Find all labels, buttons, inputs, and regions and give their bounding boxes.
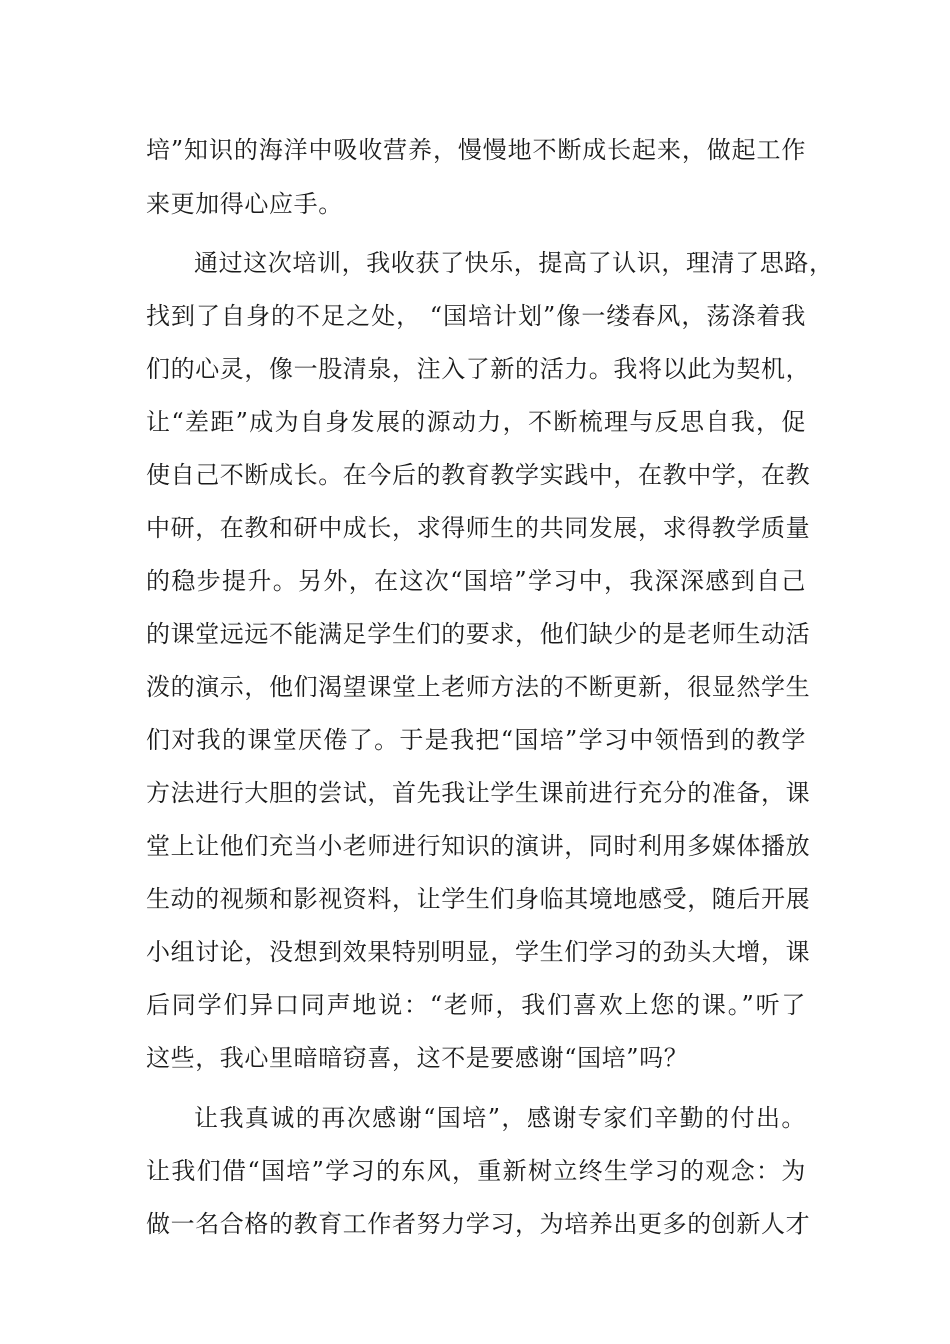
text-line: 们对我的课堂厌倦了。于是我把“国培”学习中领悟到的教学 (146, 726, 806, 754)
text-line: 让我们借“国培”学习的东风，重新树立终生学习的观念：为 (146, 1157, 806, 1185)
text-line: 小组讨论，没想到效果特别明显，学生们学习的劲头大增，课 (146, 938, 811, 966)
text-line: 泼的演示，他们渴望课堂上老师方法的不断更新，很显然学生 (146, 673, 811, 701)
text-line: 让我真诚的再次感谢“国培”，感谢专家们辛勤的付出。 (194, 1104, 806, 1132)
text-line: 来更加得心应手。 (146, 190, 343, 218)
text-line: 的课堂远远不能满足学生们的要求，他们缺少的是老师生动活 (146, 620, 811, 648)
text-line: 通过这次培训，我收获了快乐，提高了认识，理清了思路， (194, 249, 834, 277)
text-line: 的稳步提升。另外，在这次“国培”学习中，我深深感到自己 (146, 567, 806, 595)
text-line: 使自己不断成长。在今后的教育教学实践中，在教中学，在教 (146, 461, 811, 489)
text-line: 培”知识的海洋中吸收营养，慢慢地不断成长起来，做起工作 (146, 136, 806, 164)
text-line: 让“差距”成为自身发展的源动力，不断梳理与反思自我，促 (146, 408, 806, 436)
text-line: 方法进行大胆的尝试，首先我让学生课前进行充分的准备，课 (146, 779, 811, 807)
text-line: 生动的视频和影视资料，让学生们身临其境地感受，随后开展 (146, 885, 811, 913)
text-line: 后同学们异口同声地说：“老师，我们喜欢上您的课。”听了 (146, 991, 806, 1019)
text-line: 们的心灵，像一股清泉，注入了新的活力。我将以此为契机， (146, 355, 811, 383)
text-line: 中研，在教和研中成长，求得师生的共同发展，求得教学质量 (146, 514, 811, 542)
text-line: 堂上让他们充当小老师进行知识的演讲，同时利用多媒体播放 (146, 832, 811, 860)
text-line: 找到了自身的不足之处， “国培计划”像一缕春风，荡涤着我 (146, 302, 806, 330)
text-line: 这些，我心里暗暗窃喜，这不是要感谢“国培”吗？ (146, 1044, 689, 1072)
text-line: 做一名合格的教育工作者努力学习，为培养出更多的创新人才 (146, 1210, 811, 1238)
